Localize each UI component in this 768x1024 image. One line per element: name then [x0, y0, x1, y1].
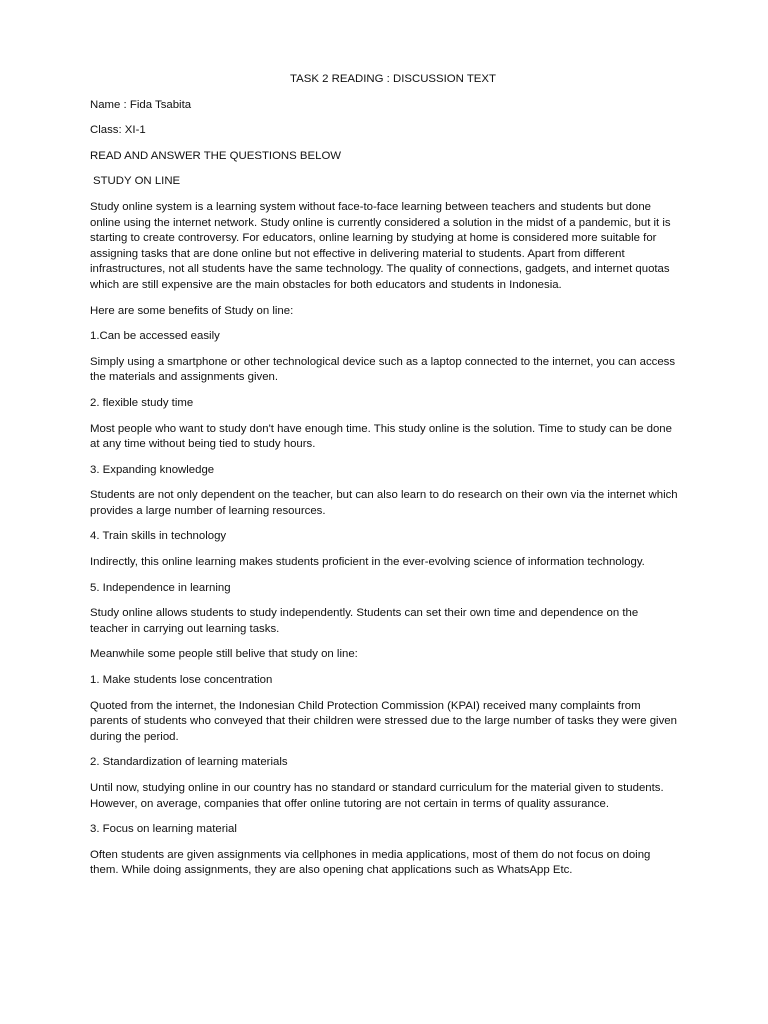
section-heading: STUDY ON LINE: [93, 175, 181, 188]
benefit-heading: 4. Train skills in technology: [90, 530, 227, 543]
drawback-body: Quoted from the internet, the Indonesian Child Protection Commission (KPAI) received many complaints from parents of students who conveyed that their children were stressed due to the large number of tasks they were given during the period.: [90, 699, 677, 743]
benefit-body: Students are not only dependent on the teacher, but can also learn to do research on their own via the internet which provides a large number of learning resources.: [90, 489, 678, 517]
drawback-heading: 3. Focus on learning material: [90, 823, 237, 836]
benefit-heading: 3. Expanding knowledge: [90, 463, 215, 476]
benefit-heading: 2. flexible study time: [90, 396, 194, 409]
benefit-body: Most people who want to study don't have enough time. This study online is the solution. Time to study can be done at any time without being tied to study hours.: [90, 422, 672, 451]
benefits-intro: Here are some benefits of Study on line:: [90, 304, 294, 317]
benefit-heading: 5. Independence in learning: [90, 581, 231, 594]
student-name: Name : Fida Tsabita: [90, 98, 192, 111]
drawback-body: Often students are given assignments via cellphones in media applications, most of them do not focus on doing them. While doing assignments, they are also opening chat applications such as WhatsApp Etc.: [90, 848, 651, 877]
student-class: Class: XI-1: [90, 124, 146, 137]
benefit-body: Study online allows students to study independently. Students can set their own time and dependence on the teacher in carrying out learning tasks.: [90, 607, 639, 635]
intro-paragraph: Study online system is a learning system without face-to-face learning between teachers and students but done online using the internet network. Study online is currently considered a solution in the midst of a pandemic, but it is starting to create controversy. For educators, online learning by studying at home is considered more suitable for assigning tasks that are done online but not effective in delivering material to students. Apart from different infrastructures, not all students have the same technology. The quality of connections, gadgets, and internet quotas which are still expensive are the main obstacles for both educators and students in Indonesia.: [90, 200, 671, 291]
benefit-body: Simply using a smartphone or other technological device such as a laptop connected to the internet, you can access the materials and assignments given.: [90, 355, 676, 384]
drawback-body: Until now, studying online in our country has no standard or standard curriculum for the material given to students. However, on average, companies that offer online tutoring are not certain in terms of quality assurance.: [90, 782, 664, 810]
drawbacks-intro: Meanwhile some people still belive that study on line:: [90, 648, 358, 661]
document-title: TASK 2 READING : DISCUSSION TEXT: [290, 73, 496, 85]
drawback-heading: 1. Make students lose concentration: [90, 674, 273, 687]
instruction-text: READ AND ANSWER THE QUESTIONS BELOW: [90, 149, 342, 162]
drawback-heading: 2. Standardization of learning materials: [90, 756, 288, 769]
benefit-heading: 1.Can be accessed easily: [90, 330, 220, 343]
benefit-body: Indirectly, this online learning makes students proficient in the ever-evolving science of information technology.: [90, 556, 645, 569]
